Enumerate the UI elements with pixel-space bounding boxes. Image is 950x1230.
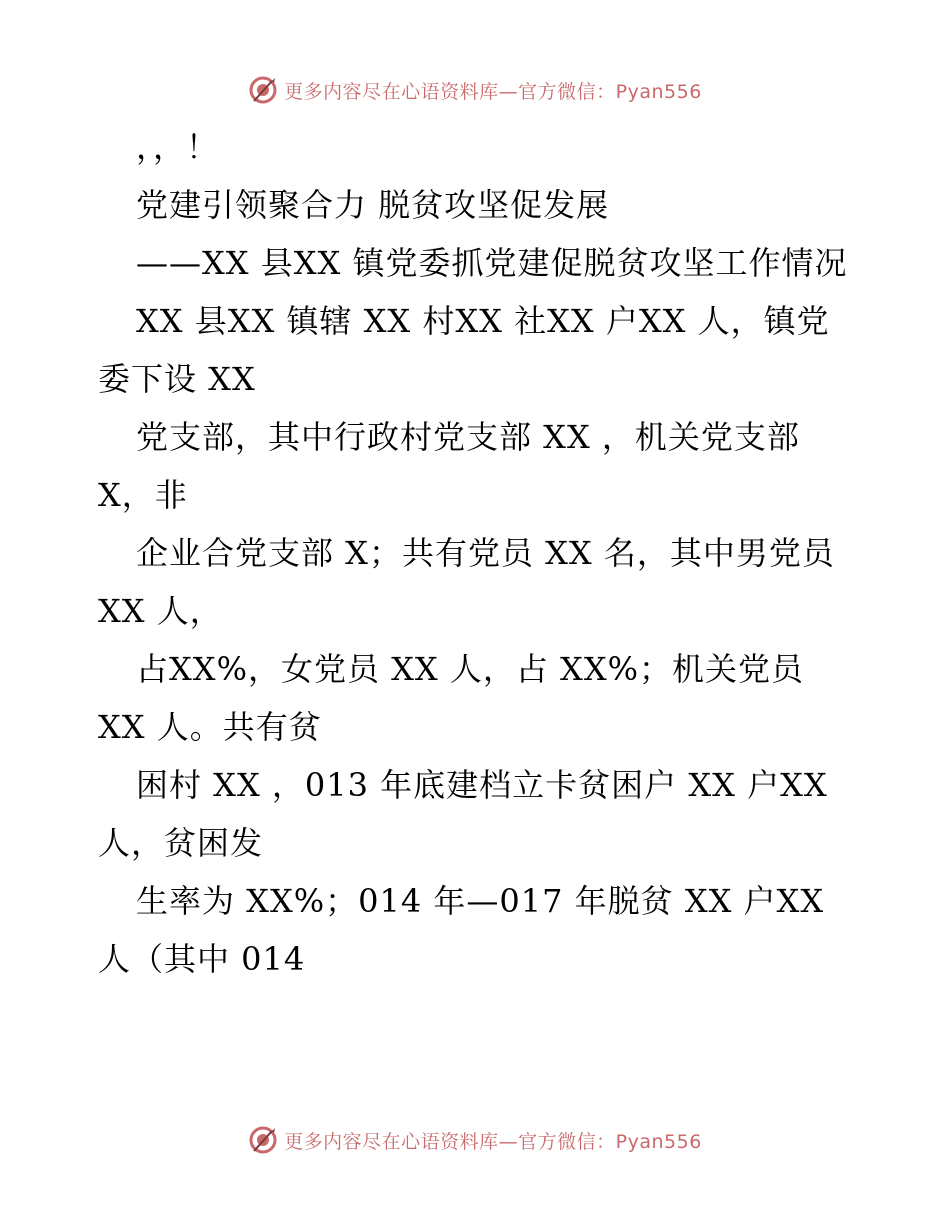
header-banner xyxy=(0,70,950,110)
paragraph: 占XX%，女党员 XX 人，占 XX%；机关党员 XX 人。共有贫 xyxy=(98,650,805,746)
document-title: 党建引领聚合力 脱贫攻坚促发展 xyxy=(136,186,610,224)
paragraph: 生率为 XX%；014 年—017 年脱贫 XX 户XX 人（其中 014 xyxy=(98,882,825,978)
quill-seal-icon xyxy=(248,1125,278,1155)
banner-text: 更多内容尽在心语资料库—官方微信：Pyan556 xyxy=(284,1130,702,1153)
paragraph: XX 县XX 镇辖 XX 村XX 社XX 户XX 人，镇党委下设 XX xyxy=(98,302,830,398)
document-subtitle: ——XX 县XX 镇党委抓党建促脱贫攻坚工作情况 xyxy=(136,244,848,282)
paragraph: 企业合党支部 X；共有党员 XX 名，其中男党员 XX 人， xyxy=(98,534,835,630)
document-body xyxy=(98,118,858,988)
banner-text: 更多内容尽在心语资料库—官方微信：Pyan556 xyxy=(284,80,702,103)
footer-banner xyxy=(0,1120,950,1160)
quill-seal-icon xyxy=(248,75,278,105)
paragraph: 党支部，其中行政村党支部 XX ，机关党支部 X，非 xyxy=(98,418,800,514)
paragraph: 困村 XX ，013 年底建档立卡贫困户 XX 户XX 人，贫困发 xyxy=(98,766,828,862)
paragraph: ，，！ xyxy=(136,128,220,166)
